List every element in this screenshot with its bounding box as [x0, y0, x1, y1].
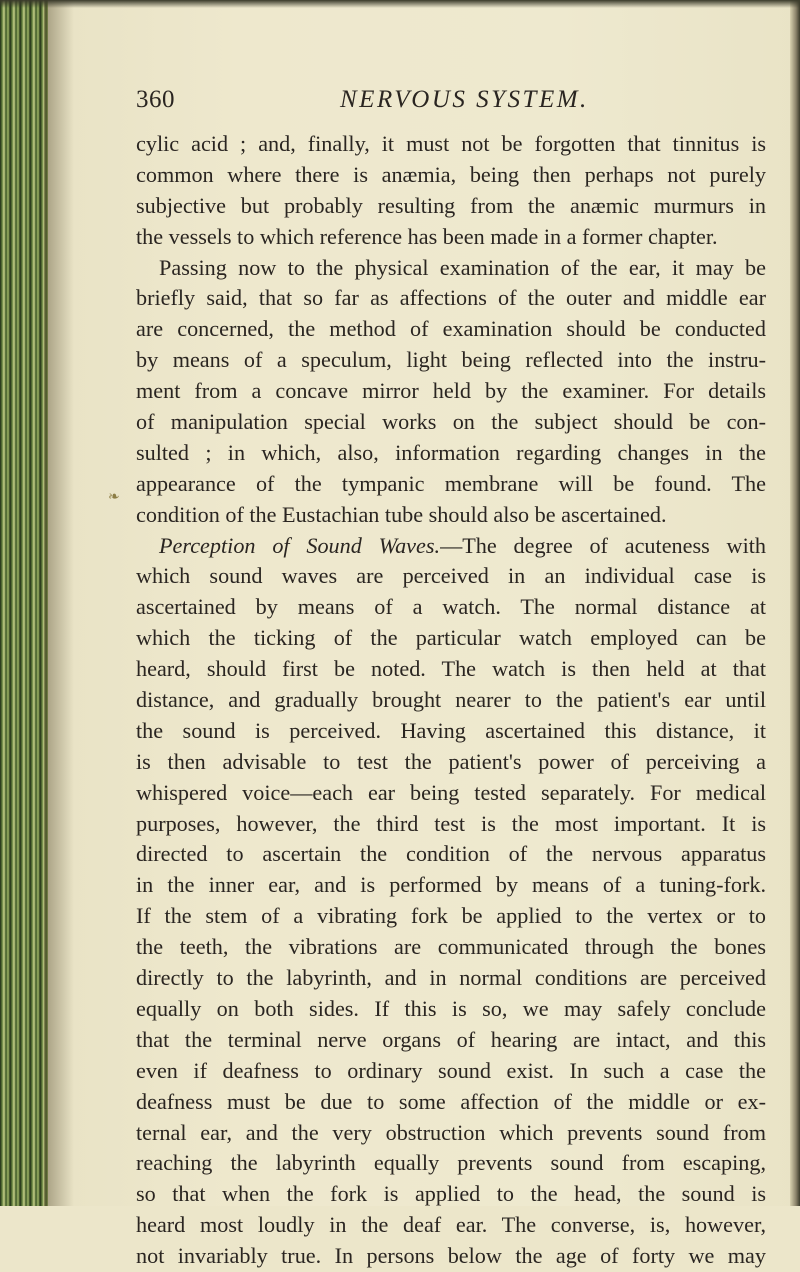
- page-number: 360: [136, 86, 175, 113]
- text-line: even if deafness to ordinary sound exist. In such a case the: [136, 1057, 766, 1083]
- text-line: heard most loudly in the deaf ear. The converse, is, however,: [136, 1212, 766, 1238]
- text-line: If the stem of a vibrating fork be applied to the vertex or to: [136, 903, 766, 929]
- text-line: subjective but probably resulting from the anæmic murmurs in: [136, 192, 766, 218]
- gutter-shadow: [44, 0, 74, 1206]
- text-line: equally on both sides. If this is so, we may safely conclude: [136, 995, 766, 1021]
- text-line: that the terminal nerve organs of hearing are intact, and this: [136, 1026, 766, 1052]
- text-line: ternal ear, and the very obstruction which prevents sound from: [136, 1119, 766, 1145]
- text-line: sulted ; in which, also, information regarding changes in the: [136, 439, 766, 465]
- text-line: by means of a speculum, light being reflected into the instru-: [136, 347, 766, 373]
- text-line: so that when the fork is applied to the head, the sound is: [136, 1181, 766, 1207]
- text-line: of manipulation special works on the subject should be con-: [136, 409, 766, 435]
- text-line: whispered voice—each ear being tested separately. For medical: [136, 779, 766, 805]
- text-line: reaching the labyrinth equally prevents sound from escaping,: [136, 1150, 766, 1176]
- text-line: directly to the labyrinth, and in normal conditions are perceived: [136, 965, 766, 991]
- text-line: briefly said, that so far as affections of the outer and middle ear: [136, 285, 766, 311]
- text-line: appearance of the tympanic membrane will be found. The: [136, 470, 766, 496]
- text-line: the vessels to which reference has been made in a former chapter.: [136, 223, 718, 249]
- text-line: directed to ascertain the condition of the nervous apparatus: [136, 841, 766, 867]
- running-title: NERVOUS SYSTEM.: [340, 86, 589, 113]
- text-line: purposes, however, the third test is the most important. It is: [136, 810, 766, 836]
- text-line: distance, and gradually brought nearer to the patient's ear until: [136, 687, 766, 713]
- text-line: which the ticking of the particular watch employed can be: [136, 625, 766, 651]
- page-header: [136, 86, 766, 120]
- text-line: ascertained by means of a watch. The normal distance at: [136, 594, 766, 620]
- text-line: in the inner ear, and is performed by means of a tuning-fork.: [136, 872, 766, 898]
- body-text: [136, 129, 766, 1272]
- text-line: the teeth, the vibrations are communicated through the bones: [136, 934, 766, 960]
- text-line: common where there is anæmia, being then perhaps not purely: [136, 161, 766, 187]
- text-line: Passing now to the physical examination of the ear, it may be: [159, 254, 766, 280]
- book-binding: [0, 0, 48, 1206]
- section-line: [136, 531, 766, 562]
- top-shadow: [0, 0, 800, 8]
- text-line: —The degree of acuteness with: [440, 532, 766, 558]
- text-line: cylic acid ; and, finally, it must not be forgotten that tinnitus is: [136, 131, 766, 156]
- text-line: not invariably true. In persons below the age of forty we may: [136, 1243, 766, 1269]
- text-line: which sound waves are perceived in an individual case is: [136, 563, 766, 589]
- text-line: are concerned, the method of examination should be conducted: [136, 316, 766, 342]
- text-line: ment from a concave mirror held by the examiner. For details: [136, 378, 766, 404]
- margin-mark-icon: ❧: [108, 490, 120, 505]
- page-edge: [790, 0, 800, 1206]
- text-line: deafness must be due to some affection of the middle or ex-: [136, 1088, 766, 1114]
- text-line: the sound is perceived. Having ascertained this distance, it: [136, 717, 766, 743]
- text-line: condition of the Eustachian tube should also be ascertained.: [136, 501, 667, 527]
- section-heading: Perception of Sound Waves.: [159, 532, 441, 558]
- text-line: heard, should first be noted. The watch is then held at that: [136, 656, 766, 682]
- text-line: is then advisable to test the patient's power of perceiving a: [136, 748, 766, 774]
